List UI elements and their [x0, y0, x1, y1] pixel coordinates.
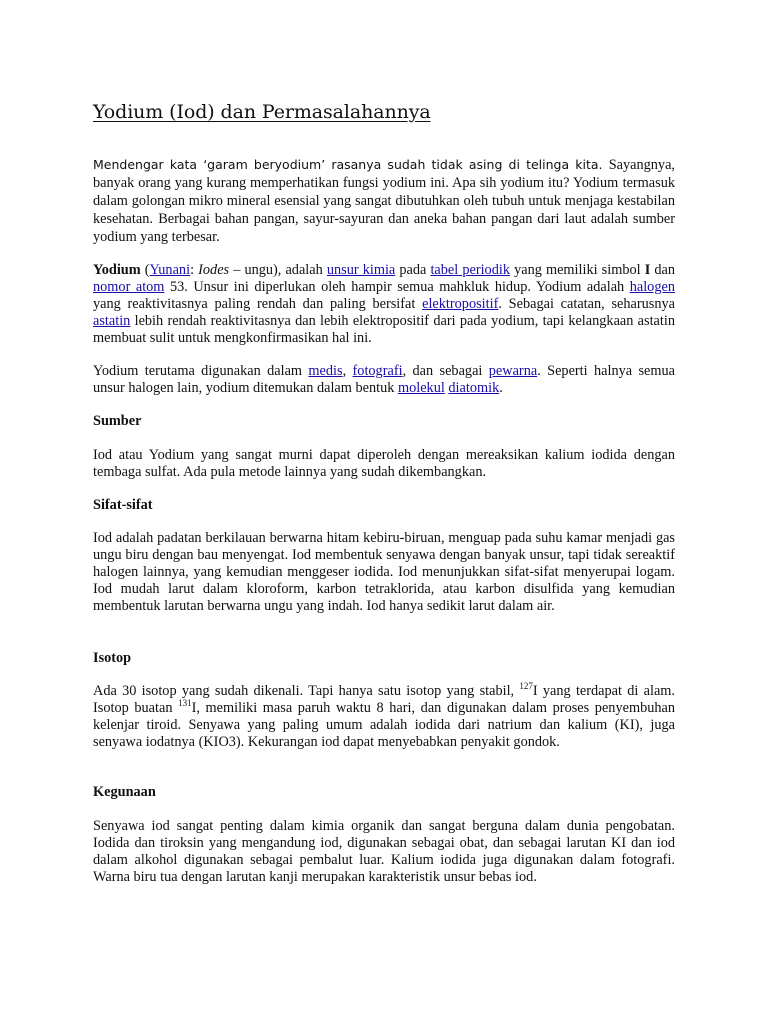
text-run: . Sebagai catatan, seharusnya [498, 296, 675, 312]
sumber-paragraph: Iod atau Yodium yang sangat murni dapat diperoleh dengan mereaksikan kalium iodida dengan tembaga sulfat. Ada pula metode lainnya yang sudah dikembangkan. [93, 447, 675, 480]
intro-text-3: banyak orang yang kurang memperhatikan fungsi yodium ini. Apa sih yodium itu? Yodium [93, 175, 619, 191]
text-run: . Seperti halnya semua unsur halogen lain, yodium ditemukan dalam bentuk [93, 363, 675, 396]
intro-text-1: Mendengar kata ‘garam beryodium’ rasanya sudah tidak asing di telinga kita. [93, 157, 603, 172]
text-run: I, memiliki masa paruh waktu 8 hari, dan digunakan dalam proses penyembuhan kelenjar tiroid. Senyawa yang paling umum adalah iodida dari natrium dan kalium (KI), juga senyawa iodatnya (KIO3). Kekurangan iod dapat menyebabkan penyakit gondok. [93, 700, 676, 750]
symbol-i: I [644, 262, 651, 278]
link-molekul[interactable]: molekul [397, 380, 445, 396]
link-elektropositif[interactable]: elektropositif [422, 296, 499, 312]
link-tabel-periodik[interactable]: tabel periodik [430, 262, 510, 278]
isotop-paragraph [93, 683, 675, 751]
intro-text-4: termasuk dalam golongan mikro mineral esensial yang sangat dibutuhkan oleh tubuh untuk menjaga kestabilan kesehatan. [93, 175, 675, 227]
text-run: , dan sebagai [402, 363, 489, 379]
text-run: lebih rendah reaktivitasnya dan lebih elektropositif dari pada yodium, tapi kelangkaan astatin membuat sulit untuk mengkonfirmasikan hal ini. [93, 313, 675, 346]
intro-text-2: Sayangnya, [608, 157, 675, 173]
text-run: ( [140, 262, 150, 278]
text-run: yang memiliki simbol [509, 262, 645, 278]
link-medis[interactable]: medis [308, 363, 343, 379]
link-nomor-atom[interactable]: nomor atom [93, 279, 165, 295]
text-run: 53. Unsur ini diperlukan oleh hampir semua mahkluk hidup. Yodium adalah [164, 279, 630, 295]
kegunaan-paragraph: Senyawa iod sangat penting dalam kimia organik dan sangat berguna dalam dunia pengobatan. Iodida dan tiroksin yang mengandung iod, digunakan sebagai obat, dan sebagai larutan KI dan iod dalam alkohol digunakan sebagai pembalut luar. Kalium iodida juga digunakan dalam fotografi. Warna biru tua dengan larutan kanji merupakan karakteristik unsur bebas iod. [93, 818, 675, 885]
sifat-paragraph: Iod adalah padatan berkilauan berwarna hitam kebiru-biruan, menguap pada suhu kamar menjadi gas ungu biru dengan bau menyengat. Iod membentuk senyawa dengan banyak unsur, tapi tidak sereaktif halogen lainnya, yang kemudian menggeser iodida. Iod menunjukkan sifat-sifat menyerupai logam. Iod mudah larut dalam kloroform, karbon tetraklorida, atau karbon disulfida yang kemudian membentuk larutan berwarna ungu yang indah. Iod hanya sedikit larut dalam air. [93, 530, 675, 614]
intro-paragraph [93, 156, 675, 246]
page-title: Yodium (Iod) dan Permasalahannya [93, 101, 431, 123]
text-run: yang reaktivitasnya paling rendah dan paling bersifat [93, 296, 423, 312]
link-diatomik[interactable]: diatomik [448, 380, 500, 396]
link-fotografi[interactable]: fotografi [352, 363, 403, 379]
heading-sifat: Sifat-sifat [93, 497, 153, 513]
definition-paragraph [93, 262, 675, 347]
superscript-127: 127 [519, 681, 533, 691]
text-run: dan [650, 262, 676, 278]
text-run: Ada 30 isotop yang sudah dikenali. Tapi hanya satu isotop yang stabil, [93, 683, 520, 699]
text-run: . [499, 380, 503, 396]
term-yodium: Yodium [93, 262, 141, 278]
text-run: I yang terdapat di alam. Isotop buatan [93, 683, 675, 716]
link-unsur-kimia[interactable]: unsur kimia [326, 262, 396, 278]
intro-text-5: Berbagai bahan pangan, sayur-sayuran dan aneka bahan pangan dari laut adalah sumber yodium yang terbesar. [93, 211, 675, 245]
term-iodes: Iodes [198, 262, 230, 278]
text-run: – ungu), adalah [229, 262, 327, 278]
superscript-131: 131 [178, 698, 192, 708]
heading-kegunaan: Kegunaan [93, 784, 156, 800]
link-astatin[interactable]: astatin [93, 313, 131, 329]
heading-sumber: Sumber [93, 413, 142, 429]
text-run: , [342, 363, 353, 379]
link-pewarna[interactable]: pewarna [488, 363, 538, 379]
link-halogen[interactable]: halogen [629, 279, 675, 295]
text-run: : [190, 262, 199, 278]
heading-isotop: Isotop [93, 650, 132, 666]
text-run: Yodium terutama digunakan dalam [93, 363, 309, 379]
link-yunani[interactable]: Yunani [149, 262, 191, 278]
text-run: pada [395, 262, 431, 278]
uses-paragraph [93, 363, 675, 397]
